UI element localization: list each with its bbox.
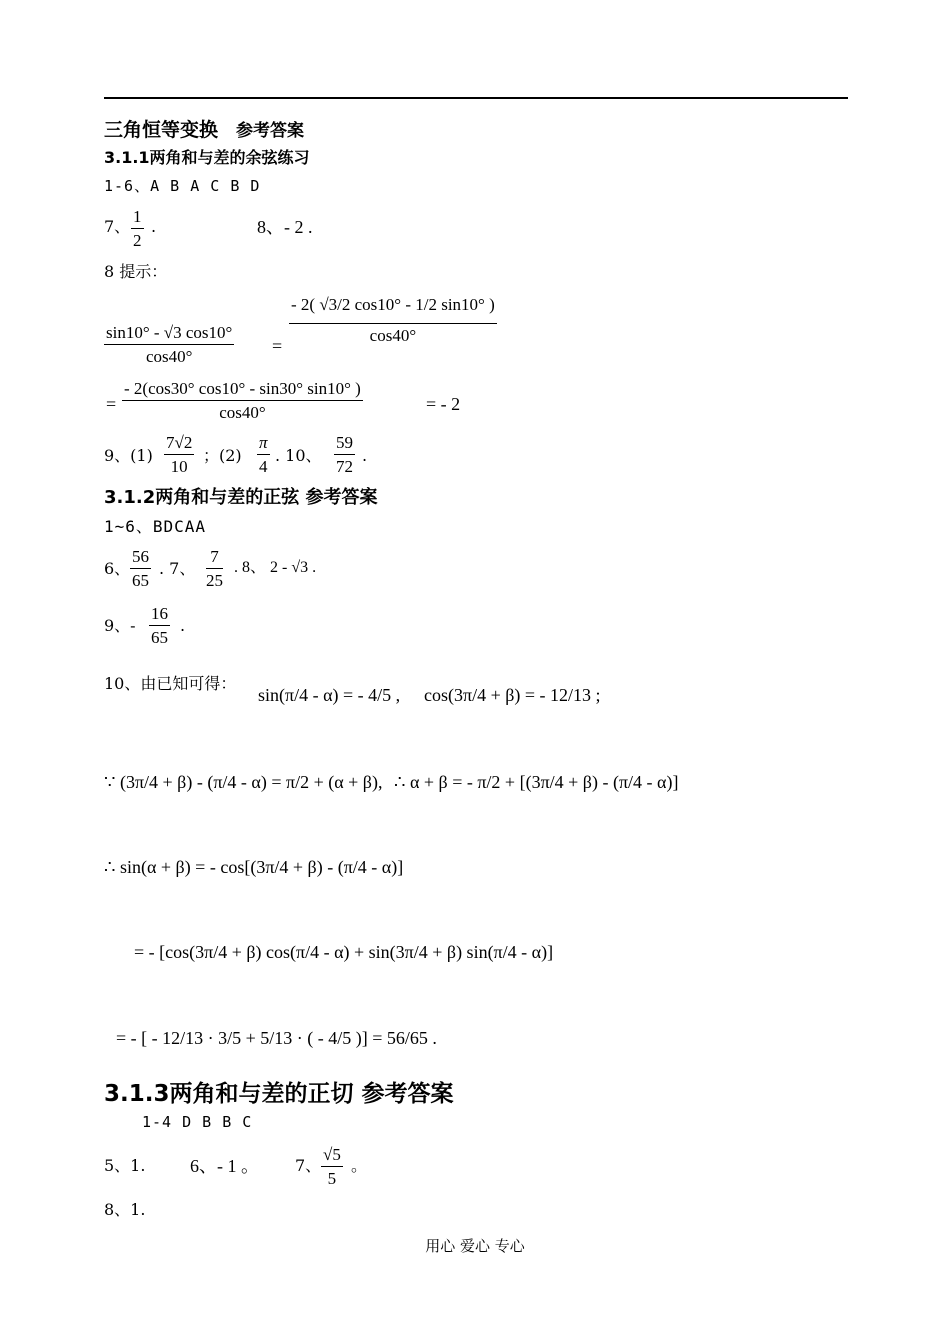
eq2-fraction: $\frac{- 2(\cos 30^\circ \cos 10^\circ - \sin 30^\circ \sin 10^\circ )}{\cos 40^\circ}$: [124, 379, 361, 422]
q7b-label: . 7、: [159, 559, 196, 578]
q6c-answer: 6、- 1 。: [190, 1156, 259, 1176]
q8b-answer: . 8、 2 - √3 .: [234, 559, 317, 576]
therefore-line-1: ∴ α + β = - π/2 + [(3π/4 + β) - (π/4 - α)]: [394, 772, 679, 792]
q9b-fraction: $\frac{16}{65}$: [151, 604, 168, 647]
q10-period: .: [362, 446, 368, 465]
page-title: 三角恒等变换 参考答案: [104, 119, 305, 141]
q7b-fraction: $\frac{7}{25}$: [206, 547, 223, 590]
answers-1-6-b: 1~6、BDCAA: [104, 517, 207, 536]
q5c-answer: 5、1.: [104, 1156, 146, 1175]
section-title-3-1-2: 3.1.2两角和与差的正弦 参考答案: [104, 487, 378, 508]
q10b-intro: 10、由已知可得：: [104, 674, 237, 693]
eq1-equals: =: [272, 336, 283, 356]
header-rule: [104, 97, 848, 99]
section-title-3-1-3: 3.1.3两角和与差的正切 参考答案: [104, 1081, 454, 1107]
section-title-3-1-1: 3.1.1两角和与差的余弦练习: [104, 148, 310, 167]
q9-mid: ；(2): [203, 446, 242, 465]
q8-answer: 8、- 2 .: [257, 217, 313, 237]
q7-label: 7、: [104, 217, 131, 236]
q6-label: 6、: [104, 559, 131, 578]
because-line: ∵ (3π/4 + β) - (π/4 - α) = π/2 + (α + β),: [104, 772, 383, 792]
q7-period: .: [151, 217, 157, 236]
derivation-line-3: = - [cos(3π/4 + β) cos(π/4 - α) + sin(3π/4 + β) sin(π/4 - α)]: [134, 942, 554, 962]
q10-fraction: $\frac{59}{72}$: [336, 433, 353, 476]
q7-fraction: $\frac{1}{2}$: [133, 207, 142, 250]
page-footer: 用心 爱心 专心: [425, 1237, 525, 1255]
q9-prefix: 9、(1): [104, 446, 153, 465]
q10b-given-sin: sin(π/4 - α) = - 4/5 ,: [258, 685, 401, 705]
q10b-given-cos: cos(3π/4 + β) = - 12/13 ;: [424, 685, 601, 705]
derivation-line-4: = - [ - 12/13 · 3/5 + 5/13 · ( - 4/5 )] = 56/65 .: [116, 1028, 437, 1048]
answers-1-6: 1-6、A B A C B D: [104, 177, 261, 195]
eq1-rhs-fraction: $\frac{- 2( √3/2 \cos 10^\circ - 1/2 \sin 10^\circ )}{\cos 40^\circ}$: [291, 295, 495, 345]
q8c-answer: 8、1.: [104, 1200, 146, 1219]
q7c-fraction: $\frac{√5}{5}$: [323, 1145, 341, 1188]
q9-part2-fraction: $\frac{\pi}{4}$: [259, 433, 268, 476]
eq1-lhs-fraction: $\frac{\sin 10^\circ - √3 \cos 10^\circ}{\cos 40^\circ}$: [106, 323, 233, 366]
q9-part1-fraction: $\frac{7√2}{10}$: [166, 433, 193, 476]
q10-label: . 10、: [275, 446, 322, 465]
q6-fraction: $\frac{56}{65}$: [132, 547, 149, 590]
answers-1-4: 1-4 D B B C: [142, 1113, 253, 1131]
q7c-label: 7、: [295, 1156, 322, 1175]
q9b-period: .: [180, 616, 186, 635]
eq2-equals: =: [106, 394, 117, 414]
eq2-result: = - 2: [426, 394, 461, 414]
q9b-label: 9、-: [104, 616, 136, 635]
therefore-line-2: ∴ sin(α + β) = - cos[(3π/4 + β) - (π/4 - α)]: [104, 857, 404, 877]
hint-label: 8 提示：: [104, 262, 168, 281]
q7c-tail: 。: [351, 1156, 368, 1175]
